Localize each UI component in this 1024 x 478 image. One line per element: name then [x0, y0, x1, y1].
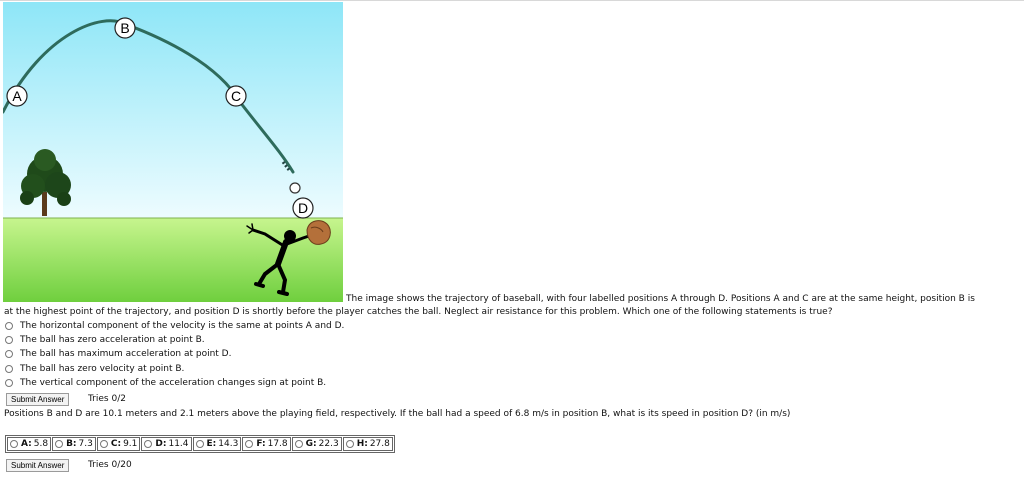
point-b-label: B: [120, 20, 130, 36]
option-letter: C:: [110, 439, 122, 449]
choice-label: The horizontal component of the velocity is the same at points A and D.: [20, 321, 345, 332]
option-value: 17.8: [267, 439, 288, 449]
choice-5[interactable]: [5, 376, 344, 390]
option-letter: F:: [256, 439, 266, 449]
radio-button[interactable]: [196, 440, 204, 448]
option-f[interactable]: [242, 437, 290, 451]
radio-button[interactable]: [295, 440, 303, 448]
submit-answer-button-q2[interactable]: Submit Answer: [6, 459, 69, 472]
radio-button[interactable]: [5, 365, 13, 373]
question2-text: Positions B and D are 10.1 meters and 2.1 meters above the playing field, respectively. If the ball had a speed of 6.8 m/s in position B, what is its speed in position D? (in m/s): [4, 409, 791, 419]
option-a[interactable]: [7, 437, 51, 451]
option-value: 7.3: [78, 439, 93, 449]
baseball-icon: [290, 183, 300, 193]
point-a-marker: [7, 86, 27, 106]
option-c[interactable]: [97, 437, 141, 451]
option-letter: H:: [356, 439, 368, 449]
option-g[interactable]: [292, 437, 342, 451]
question1-choices: [5, 319, 344, 390]
option-value: 9.1: [123, 439, 138, 449]
radio-button[interactable]: [55, 440, 63, 448]
radio-button[interactable]: [5, 336, 13, 344]
option-letter: G:: [305, 439, 317, 449]
option-h[interactable]: [343, 437, 393, 451]
choice-4[interactable]: [5, 362, 344, 376]
question1-text-line1: The image shows the trajectory of baseball, with four labelled positions A through D. Positions A and C are at the same height, position B is: [346, 294, 975, 304]
radio-button[interactable]: [144, 440, 152, 448]
option-value: 14.3: [218, 439, 239, 449]
option-letter: A:: [21, 439, 32, 449]
option-e[interactable]: [193, 437, 242, 451]
option-value: 5.8: [33, 439, 49, 449]
radio-button[interactable]: [346, 440, 354, 448]
tries-counter-q2: Tries 0/20: [88, 460, 132, 470]
tries-counter-q1: Tries 0/2: [88, 394, 126, 404]
option-letter: B:: [66, 439, 77, 449]
option-d[interactable]: [141, 437, 191, 451]
point-c-marker: [226, 86, 246, 106]
question2-options: [5, 435, 395, 453]
point-b-marker: [115, 18, 135, 38]
radio-button[interactable]: [100, 440, 108, 448]
choice-1[interactable]: [5, 319, 344, 333]
submit-answer-button-q1[interactable]: Submit Answer: [6, 393, 69, 406]
option-letter: D:: [155, 439, 167, 449]
point-d-label: D: [297, 200, 309, 216]
radio-button[interactable]: [10, 440, 18, 448]
top-border: [0, 0, 1024, 1]
choice-label: The ball has zero acceleration at point B.: [20, 335, 205, 346]
glove-icon: [307, 221, 330, 245]
point-a-label: A: [12, 88, 22, 104]
trajectory-figure: [3, 2, 343, 302]
radio-button[interactable]: [245, 440, 253, 448]
choice-label: The vertical component of the acceleration changes sign at point B.: [20, 377, 327, 388]
question1-text-line2: at the highest point of the trajectory, and position D is shortly before the player catches the ball. Neglect air resistance for this problem. Which one of the following statements is true?: [4, 307, 833, 317]
option-b[interactable]: [52, 437, 96, 451]
trajectory-illustration: [3, 2, 343, 302]
choice-label: The ball has zero velocity at point B.: [20, 363, 185, 374]
choice-label: The ball has maximum acceleration at point D.: [20, 349, 232, 360]
option-value: 11.4: [168, 439, 189, 449]
option-value: 22.3: [318, 439, 339, 449]
point-c-label: C: [230, 88, 242, 104]
choice-3[interactable]: [5, 347, 344, 361]
option-value: 27.8: [369, 439, 390, 449]
point-d-marker: [293, 198, 313, 218]
choice-2[interactable]: [5, 333, 344, 347]
radio-button[interactable]: [5, 379, 13, 387]
radio-button[interactable]: [5, 322, 13, 330]
option-letter: E:: [206, 439, 217, 449]
radio-button[interactable]: [5, 350, 13, 358]
